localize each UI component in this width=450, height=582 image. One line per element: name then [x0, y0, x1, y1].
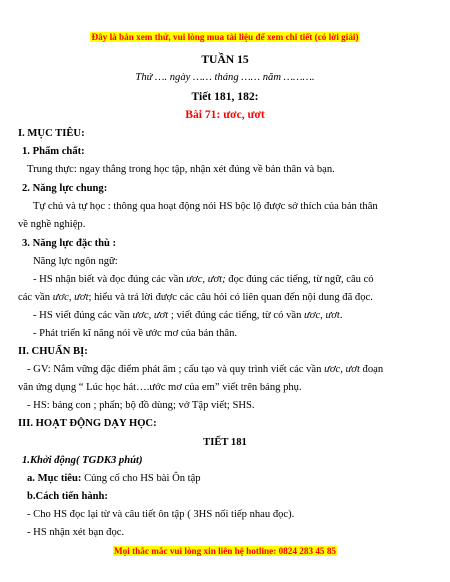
section-objectives-heading: I. MỤC TIÊU:: [18, 128, 85, 139]
warmup-objective-text: Củng cố cho HS bài Ôn tập: [81, 473, 201, 484]
section-preparation-heading: II. CHUẨN BỊ:: [18, 346, 88, 357]
period-label: Tiết 181, 182:: [191, 90, 259, 103]
general-competence-text-line1: Tự chủ và tự học : thông qua hoạt động nói HS bộc lộ được sở thích của bản thân: [33, 201, 378, 212]
text-span: - HS nhận biết và đọc đúng các vần: [33, 274, 187, 285]
text-span: các vần: [18, 292, 53, 303]
general-competence-text-line2: về nghề nghiệp.: [18, 219, 86, 230]
subsection-general-competence-heading: 2. Năng lực chung:: [22, 183, 108, 194]
qualities-text: Trung thực: ngay thẳng trong học tập, nhận xét đúng về bản thân và bạn.: [27, 164, 335, 175]
section-activities-heading: III. HOẠT ĐỘNG DẠY HỌC:: [18, 418, 157, 429]
rhyme-emphasis: ươc, ươt: [132, 310, 169, 321]
period-181-heading: TIẾT 181: [203, 437, 247, 448]
rhyme-emphasis: ươc, ươt: [304, 310, 340, 321]
objective-bullet-3: - Phát triển kĩ năng nói về ước mơ của bản thân.: [33, 328, 238, 339]
date-line: Thứ …. ngày …… tháng …… năm ……….: [135, 72, 315, 83]
objective-bullet-2: [33, 309, 343, 322]
warmup-step-2: - HS nhận xét bạn đọc.: [27, 527, 125, 538]
text-span: - HS viết đúng các vần: [33, 310, 133, 321]
warmup-heading: 1.Khởi động( TGDK3 phút): [22, 455, 143, 466]
text-span: đọc đúng các tiếng, từ ngữ, câu có: [225, 274, 374, 285]
rhyme-emphasis: ươc, ươt;: [186, 274, 226, 285]
text-span: - GV: Nắm vững đặc điểm phát âm ; cấu tạo và quy trình viết các vần: [27, 364, 325, 375]
rhyme-emphasis: ươc, ươt: [324, 364, 360, 375]
warmup-procedure-label: b.Cách tiến hành:: [27, 491, 108, 502]
warmup-objective: [27, 472, 201, 485]
text-span: .: [339, 310, 343, 321]
teacher-preparation-line2: văn ứng dụng “ Lúc học hát….ước mơ của em” viết trên bảng phụ.: [18, 382, 302, 393]
rhyme-emphasis: ươc, ươt: [52, 292, 89, 303]
text-span: ; hiểu và trả lời được các câu hỏi có liên quan đến nội dung đã đọc.: [88, 292, 373, 303]
text-span: ; viết đúng các tiếng, từ có vần: [168, 310, 305, 321]
footer-banner: [0, 545, 450, 558]
preview-banner: [0, 31, 450, 44]
week-label: TUẦN 15: [201, 53, 249, 66]
objective-bullet-1-line1: [33, 273, 374, 286]
objective-bullet-1-line2: [18, 291, 373, 304]
warmup-step-1: - Cho HS đọc lại từ và câu tiết ôn tập ( 3HS nối tiếp nhau đọc).: [27, 509, 295, 520]
preview-banner-text: Đây là bản xem thử, vui lòng mua tài liệu để xem chi tiết (có lời giải): [91, 32, 359, 42]
teacher-preparation-line1: [27, 363, 383, 376]
student-preparation: - HS: bảng con ; phấn; bộ đồ dùng; vở Tập viết; SHS.: [27, 400, 255, 411]
warmup-objective-label: a. Mục tiêu:: [27, 473, 82, 484]
lesson-title: Bài 71: ươc, ươt: [185, 108, 265, 121]
language-competence-label: Năng lực ngôn ngữ:: [33, 256, 118, 267]
subsection-qualities-heading: 1. Phẩm chất:: [22, 146, 85, 157]
text-span: đoạn: [359, 364, 384, 375]
subsection-specific-competence-heading: 3. Năng lực đặc thù :: [22, 238, 117, 249]
footer-banner-text: Mọi thắc mắc vui lòng xin liên hệ hotline: 0824 283 45 85: [113, 546, 337, 556]
